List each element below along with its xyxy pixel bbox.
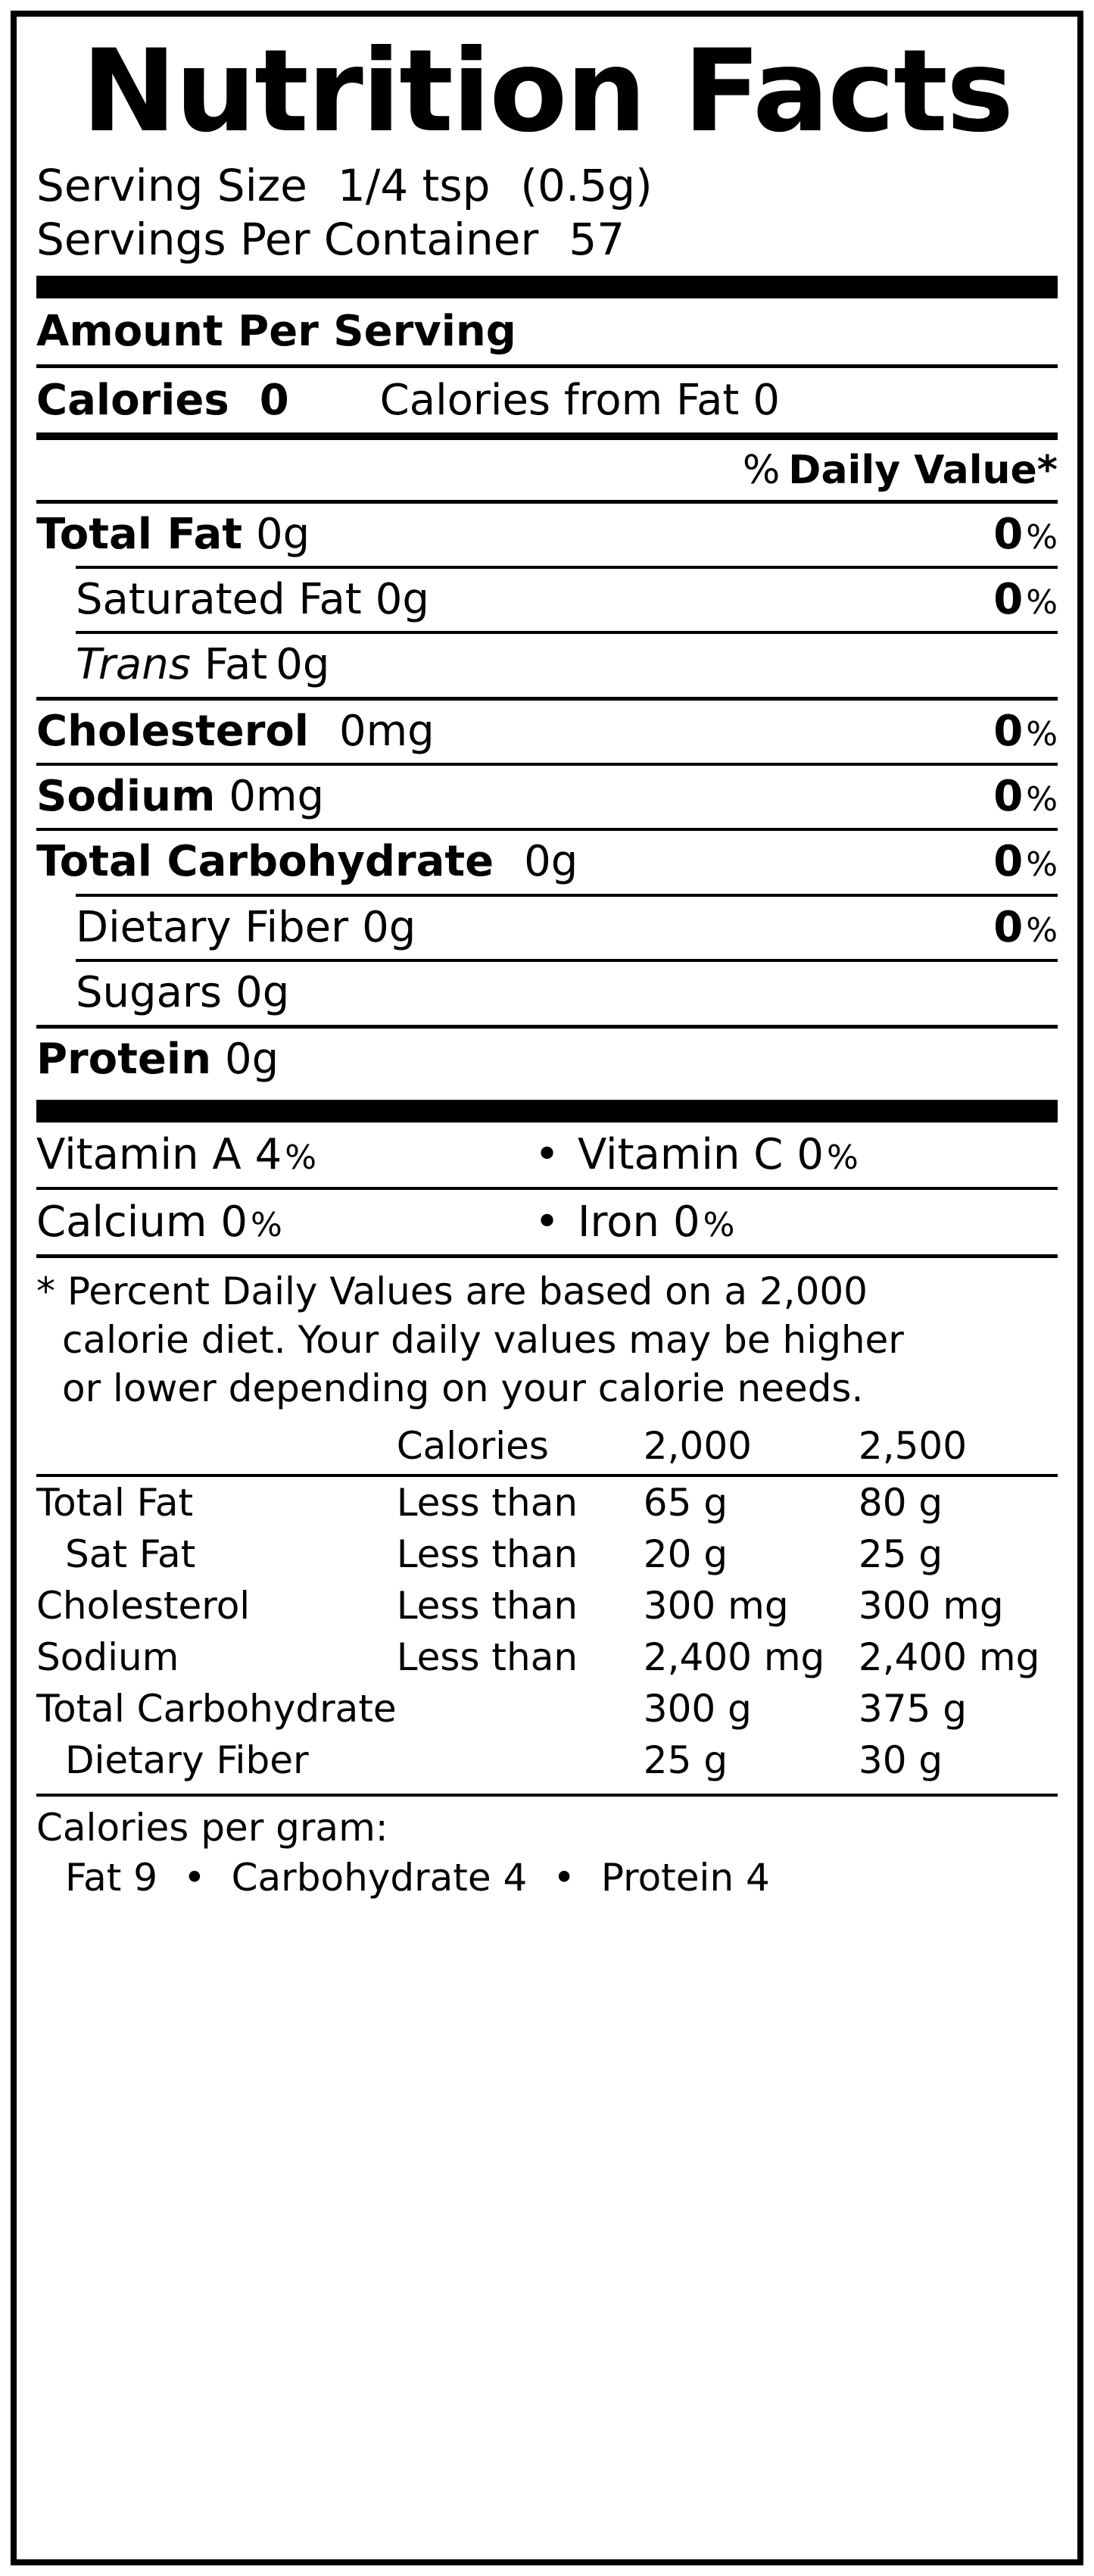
percent-sign: % (285, 1138, 317, 1178)
header-blank (36, 1420, 397, 1474)
dv-row-2000: 300 mg (643, 1584, 789, 1628)
dv-row-qualifier: Less than (396, 1481, 578, 1525)
nutrient-row-sodium (36, 766, 1058, 828)
dv-row-2000: 25 g (643, 1738, 728, 1783)
serving-size-label: Serving Size (36, 160, 307, 211)
table-row (36, 1477, 1058, 1528)
table-row (36, 1631, 1058, 1683)
nutrient-dv: 0 (993, 574, 1024, 624)
dv-row-qualifier: Less than (396, 1532, 578, 1577)
footnote-line-1: * Percent Daily Values are based on a 2,000 (36, 1269, 868, 1314)
nutrient-name: Sugars (76, 968, 223, 1018)
header-calories: Calories (396, 1424, 549, 1469)
dv-row-2000: 65 g (643, 1481, 728, 1525)
table-row (36, 1528, 1058, 1580)
servings-per-container-line (36, 213, 1058, 267)
table-row (36, 1683, 1058, 1735)
nutrient-dv: 0 (993, 706, 1024, 756)
daily-value-header (36, 440, 1058, 500)
nutrient-amount: 0g (256, 509, 310, 559)
serving-size-line (36, 159, 1058, 213)
percent-sign: % (1026, 517, 1058, 557)
dv-row-2500: 300 mg (858, 1584, 1004, 1628)
dv-row-qualifier (397, 1735, 644, 1786)
divider-thick-vitamins (36, 1100, 1058, 1123)
servings-per-container-label: Servings Per Container (36, 213, 539, 265)
nutrient-name-fat: Fat (204, 640, 268, 690)
nutrient-name: Total Fat (36, 509, 243, 559)
bullet-icon: • (183, 1856, 206, 1900)
nutrient-dv: 0 (993, 837, 1024, 887)
percent-sign: % (1026, 845, 1058, 885)
nutrient-row-trans-fat (36, 634, 1058, 696)
vitamin-a-label: Vitamin A (36, 1130, 242, 1180)
nutrient-amount: 0mg (229, 772, 325, 822)
daily-value-header-text: Daily Value* (788, 447, 1058, 493)
nutrient-row-protein (36, 1029, 1058, 1091)
cpg-carbohydrate: Carbohydrate 4 (231, 1856, 528, 1900)
nutrient-row-total-fat (36, 504, 1058, 566)
daily-value-table (36, 1420, 1058, 1786)
dv-row-name: Sat Fat (65, 1532, 196, 1577)
amount-per-serving: Amount Per Serving (36, 306, 516, 356)
percent-sign: % (827, 1138, 859, 1178)
nutrient-amount: 0g (362, 902, 416, 952)
vitamin-row-2 (36, 1190, 1058, 1254)
nutrient-name: Sodium (36, 772, 216, 822)
vitamin-row-1 (36, 1123, 1058, 1187)
footnote-line-3: or lower depending on your calorie needs. (62, 1366, 864, 1411)
serving-size-value: 1/4 tsp (337, 160, 491, 211)
bullet-icon: • (534, 1130, 559, 1180)
nutrient-dv: 0 (993, 509, 1024, 559)
percent-sign: % (703, 1206, 735, 1245)
calories-per-gram-label: Calories per gram: (36, 1806, 388, 1850)
vitamin-c-value: 0 (796, 1130, 824, 1180)
table-row (36, 1580, 1058, 1631)
dv-row-name: Total Carbohydrate (36, 1687, 397, 1731)
dv-row-name: Dietary Fiber (65, 1738, 309, 1783)
calcium-value: 0 (220, 1197, 248, 1247)
nutrient-name: Protein (36, 1034, 211, 1084)
divider-thick-top (36, 276, 1058, 298)
serving-size-metric: (0.5g) (520, 160, 653, 211)
footnote-line-2: calorie diet. Your daily values may be higher (62, 1318, 904, 1363)
calories-from-fat-value: 0 (753, 375, 781, 425)
dv-row-qualifier: Less than (396, 1635, 578, 1680)
bullet-icon: • (553, 1856, 575, 1900)
iron-label: Iron (577, 1197, 660, 1247)
nutrient-row-saturated-fat (36, 569, 1058, 631)
table-header-row (36, 1420, 1058, 1474)
calories-row (36, 368, 1058, 432)
daily-value-percent-sign: % (742, 447, 781, 493)
calcium-label: Calcium (36, 1197, 207, 1247)
dv-row-qualifier: Less than (396, 1584, 578, 1628)
table-row (36, 1735, 1058, 1786)
bullet-icon: • (534, 1197, 559, 1247)
percent-sign: % (1026, 780, 1058, 820)
page-title: Nutrition Facts (81, 26, 1013, 158)
dv-row-name: Sodium (36, 1635, 179, 1680)
nutrient-dv: 0 (993, 902, 1024, 952)
percent-sign: % (1026, 714, 1058, 754)
nutrient-amount: 0g (375, 574, 429, 624)
nutrient-name: Total Carbohydrate (36, 837, 494, 887)
dv-row-2000: 300 g (643, 1687, 752, 1731)
dv-row-qualifier (397, 1683, 644, 1735)
nutrient-row-total-carbohydrate (36, 831, 1058, 893)
nutrient-name: Dietary Fiber (76, 902, 349, 952)
dv-row-2500: 80 g (858, 1481, 943, 1525)
nutrient-amount: 0g (276, 640, 330, 690)
calories-per-gram-row (36, 1853, 1058, 1900)
servings-per-container-value: 57 (569, 213, 625, 265)
calories-label: Calories (36, 375, 229, 425)
dv-row-name: Total Fat (36, 1481, 194, 1525)
dv-row-2000: 2,400 mg (643, 1635, 825, 1680)
nutrient-row-sugars (36, 962, 1058, 1024)
nutrient-amount: 0g (524, 837, 578, 887)
dv-row-2000: 20 g (643, 1532, 728, 1577)
dv-row-2500: 25 g (858, 1532, 943, 1577)
header-2000: 2,000 (643, 1424, 752, 1469)
nutrient-amount: 0mg (338, 706, 435, 756)
nutrient-row-dietary-fiber (36, 897, 1058, 959)
dv-row-2500: 2,400 mg (858, 1635, 1040, 1680)
dv-row-2500: 30 g (858, 1738, 943, 1783)
header-2500: 2,500 (858, 1424, 968, 1469)
iron-value: 0 (673, 1197, 700, 1247)
divider-calories (36, 432, 1058, 440)
calories-value: 0 (259, 375, 289, 425)
cpg-fat: Fat 9 (65, 1856, 158, 1900)
nutrient-amount: 0g (224, 1034, 279, 1084)
calories-from-fat-label: Calories from Fat (379, 375, 740, 425)
percent-sign: % (1026, 582, 1058, 622)
dv-row-name: Cholesterol (36, 1584, 251, 1628)
nutrient-row-cholesterol (36, 701, 1058, 763)
vitamin-c-label: Vitamin C (577, 1130, 784, 1180)
nutrient-amount: 0g (235, 968, 290, 1018)
footnote (36, 1258, 1058, 1416)
nutrient-dv: 0 (993, 772, 1024, 822)
cpg-protein: Protein 4 (600, 1856, 770, 1900)
percent-sign: % (1026, 910, 1058, 950)
nutrition-facts-label (11, 11, 1083, 2565)
nutrient-name: Cholesterol (36, 706, 309, 756)
percent-sign: % (251, 1206, 282, 1245)
nutrient-name: Saturated Fat (76, 574, 362, 624)
vitamin-a-value: 4 (254, 1130, 282, 1180)
dv-row-2500: 375 g (858, 1687, 967, 1731)
nutrient-name-trans: Trans (76, 640, 191, 690)
